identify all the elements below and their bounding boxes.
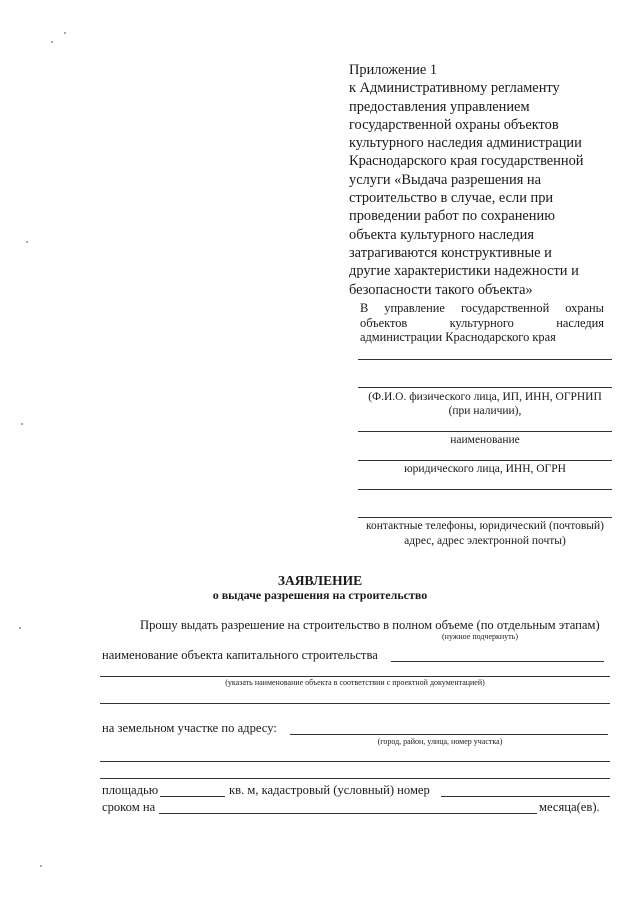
caption-contacts-cont: адрес, адрес электронной почты) [404, 535, 566, 547]
term-label: сроком на [102, 800, 156, 814]
appendix-line: предоставления управлением [349, 98, 530, 115]
underline-hint: (нужное подчеркнуть) [442, 632, 518, 641]
appendix-line: Приложение 1 [349, 62, 438, 78]
caption-legal: юридического лица, ИНН, ОГРН [404, 463, 566, 475]
appendix-line: строительство в случае, если при [349, 190, 554, 207]
addressee-line: В управление государственной охраны [360, 301, 604, 315]
applicant-line[interactable] [358, 489, 612, 490]
cadastral-label: кв. м, кадастровый (условный) номер [229, 783, 430, 797]
appendix-line: объекта культурного наследия [349, 226, 535, 243]
object-name-input-line[interactable] [100, 676, 610, 677]
applicant-line[interactable] [358, 431, 612, 432]
appendix-line: Краснодарского края государственной [349, 153, 584, 170]
appendix-line: другие характеристики надежности и [349, 263, 579, 280]
applicant-line[interactable] [358, 387, 612, 388]
caption-fio: (Ф.И.О. физического лица, ИП, ИНН, ОГРНИП [368, 391, 602, 403]
object-name-input-line[interactable] [391, 661, 604, 662]
address-hint: (город, район, улица, номер участка) [377, 737, 503, 746]
scan-speck [21, 423, 23, 425]
request-text: Прошу выдать разрешение на строительство в полном объеме (по отдельным этапам) [140, 618, 600, 632]
statement-subtitle: о выдаче разрешения на строительство [212, 588, 428, 602]
address-input-line[interactable] [100, 761, 610, 762]
appendix-line: к Административному регламенту [349, 80, 560, 97]
object-name-input-line[interactable] [100, 703, 610, 704]
area-label: площадью [102, 783, 159, 797]
scan-speck [26, 241, 28, 243]
caption-name: наименование [450, 434, 520, 446]
scan-speck [40, 865, 42, 867]
appendix-line: услуги «Выдача разрешения на [349, 171, 542, 188]
address-label: на земельном участке по адресу: [102, 721, 277, 735]
address-input-line[interactable] [100, 778, 610, 779]
term-unit: месяца(ев). [539, 800, 600, 814]
caption-contacts: контактные телефоны, юридический (почтовый) [366, 520, 604, 532]
area-input-line[interactable] [160, 796, 225, 797]
scan-speck [64, 32, 66, 34]
cadastral-input-line[interactable] [441, 796, 610, 797]
statement-title: ЗАЯВЛЕНИЕ [277, 573, 363, 588]
term-input-line[interactable] [159, 813, 537, 814]
object-name-hint: (указать наименование объекта в соответствии с проектной документацией) [225, 678, 485, 687]
applicant-line[interactable] [358, 460, 612, 461]
appendix-line: безопасности такого объекта» [349, 281, 533, 298]
scan-speck [19, 627, 21, 629]
appendix-line: затрагиваются конструктивные и [349, 244, 552, 261]
object-name-label: наименование объекта капитального строительства [102, 648, 378, 662]
scan-speck [51, 41, 53, 43]
appendix-block [349, 61, 619, 299]
address-input-line[interactable] [290, 734, 608, 735]
appendix-line: культурного наследия администрации [349, 135, 582, 152]
appendix-line: проведении работ по сохранению [349, 208, 555, 225]
caption-fio-cont: (при наличии), [448, 405, 522, 417]
addressee-line: администрации Краснодарского края [360, 330, 556, 344]
addressee-block [360, 301, 604, 345]
addressee-line: объектов культурного наследия [360, 315, 604, 330]
appendix-line: государственной охраны объектов [349, 116, 559, 133]
applicant-line[interactable] [358, 517, 612, 518]
applicant-line[interactable] [358, 359, 612, 360]
